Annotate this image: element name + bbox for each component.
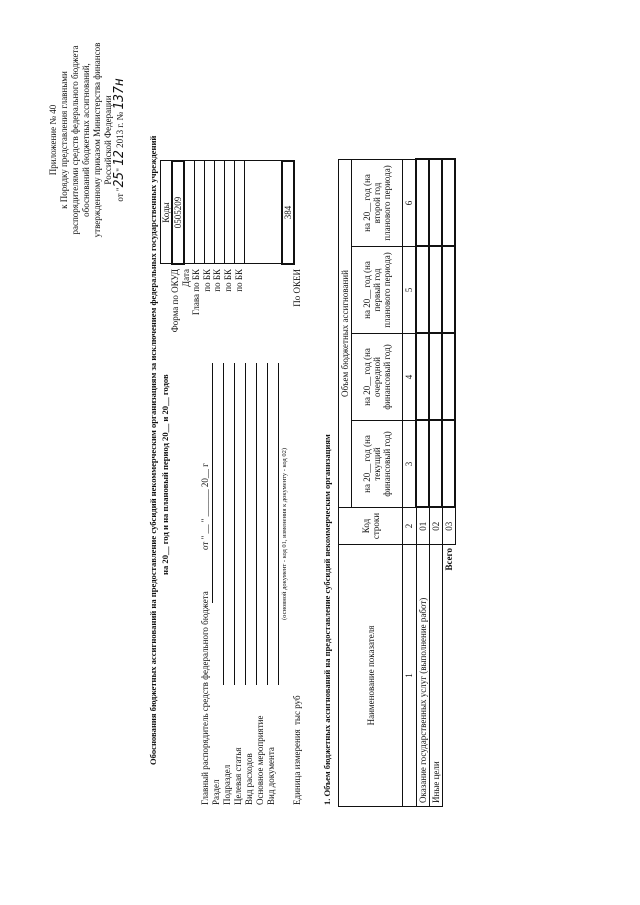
field-label-main-activity: Основное мероприятие: [255, 715, 265, 805]
appendix-line: обоснований бюджетных ассигнований,: [81, 63, 91, 217]
code-label: Форма по ОКУД: [170, 269, 180, 333]
col-number: 1: [403, 545, 417, 807]
row-code: 02: [429, 508, 442, 545]
value-cell: [429, 247, 442, 334]
value-cell: [442, 421, 455, 508]
value-cell: [429, 421, 442, 508]
header-year-plan2: на 20__ год (на второй год планового периода): [352, 160, 403, 247]
table-row-total: [442, 160, 455, 807]
value-cell: [416, 334, 429, 421]
appendix-line: утвержденному приказом Министерства финансов: [92, 42, 102, 238]
code-label: Глава по БК: [191, 269, 202, 316]
form-date-line: от " __ " ______ 20__ г: [200, 463, 210, 550]
value-cell: [442, 160, 455, 247]
code-cell: [215, 161, 225, 264]
appendix-line: распорядителями средств федерального бюджета: [70, 45, 80, 235]
row-code: 03: [442, 508, 455, 545]
appendix-line: к Порядку представления главными: [59, 71, 69, 209]
value-cell: [416, 160, 429, 247]
header-budget-group: Объем бюджетных ассигнований: [339, 160, 352, 508]
field-underline: [267, 363, 268, 685]
unit-value: тыс руб: [292, 695, 302, 725]
okei-code-cell: 384: [282, 161, 294, 264]
row-name: Иные цели: [429, 545, 442, 807]
value-cell: [429, 334, 442, 421]
codes-table: [160, 160, 295, 265]
page-title: Обоснования бюджетных ассигнований на предоставление субсидий некоммерческим организациям за исключением федеральных государственных учреждений: [148, 135, 158, 765]
field-underline: [234, 363, 235, 685]
code-cell: [225, 161, 235, 264]
document-type-note: (основной документ - код 01, изменения к документу - код 02): [281, 447, 288, 620]
unit-label: Единица измерения: [292, 729, 302, 805]
header-year-next: на 20__ год (на очередной финансовый год): [352, 334, 403, 421]
code-label: по БК: [201, 269, 212, 292]
appendix-line: Российской Федерации: [103, 95, 113, 185]
col-number: 5: [403, 247, 417, 334]
okei-label: По ОКЕИ: [292, 269, 302, 307]
appendix-order-date: от "25" 12 2013 г. № 137н: [112, 78, 127, 202]
table-row: [416, 160, 429, 807]
code-label: по БК: [222, 269, 233, 292]
col-number: 3: [403, 421, 417, 508]
appendix-line: Приложение № 40: [48, 104, 58, 176]
field-underline: [278, 363, 279, 685]
field-label-subsection: Подраздел: [222, 764, 232, 805]
field-underline: [212, 363, 213, 603]
value-cell: [416, 247, 429, 334]
code-cell: [195, 161, 205, 264]
col-number: 6: [403, 160, 417, 247]
value-cell: [442, 334, 455, 421]
handwritten-order-number: 137н: [112, 78, 127, 110]
appendix-block: [48, 15, 126, 265]
field-label-expense-type: Вид расходов: [244, 753, 254, 805]
value-cell: [416, 421, 429, 508]
total-label: Всего: [443, 548, 454, 571]
header-indicator-name: Наименование показателя: [339, 545, 403, 807]
code-label: Дата: [180, 269, 191, 287]
code-cell: [235, 161, 245, 264]
header-year-current: на 20__ год (на текущий финансовый год): [352, 421, 403, 508]
handwritten-month: 12: [112, 150, 127, 166]
field-underline: [245, 363, 246, 685]
table-row: [429, 160, 442, 807]
date-code-cell: [184, 161, 195, 264]
budget-table: [338, 159, 456, 808]
code-cell-spacer: [245, 161, 283, 264]
field-underline: [256, 363, 257, 685]
row-code: 01: [416, 508, 429, 545]
okud-code-cell: 0505209: [172, 161, 184, 264]
col-number: 2: [403, 508, 417, 545]
field-label-document-type: Вид документа: [266, 747, 276, 805]
handwritten-day: 25: [112, 171, 127, 188]
code-label: по БК: [233, 269, 244, 292]
codes-labels: [170, 269, 244, 357]
header-row-code: Код строки: [339, 508, 403, 545]
row-name: Оказание государственных услуг (выполнение работ): [416, 545, 429, 807]
col-number: 4: [403, 334, 417, 421]
field-label-section: Раздел: [211, 779, 221, 805]
field-underline: [223, 363, 224, 685]
page-subtitle: на 20__ год и на плановый период 20__ и 20__ годов: [160, 374, 170, 575]
codes-header: Коды: [161, 161, 173, 264]
field-label-target-article: Целевая статья: [233, 747, 243, 805]
field-label-manager: Главный распорядитель средств федерального бюджета: [200, 591, 210, 805]
code-label: по БК: [212, 269, 223, 292]
code-cell: [205, 161, 215, 264]
section-title: 1. Объем бюджетных ассигнований на предоставление субсидий некоммерческим организациям: [322, 434, 332, 805]
header-year-plan1: на 20__ год (на первый год планового периода): [352, 247, 403, 334]
value-cell: [442, 247, 455, 334]
value-cell: [429, 160, 442, 247]
